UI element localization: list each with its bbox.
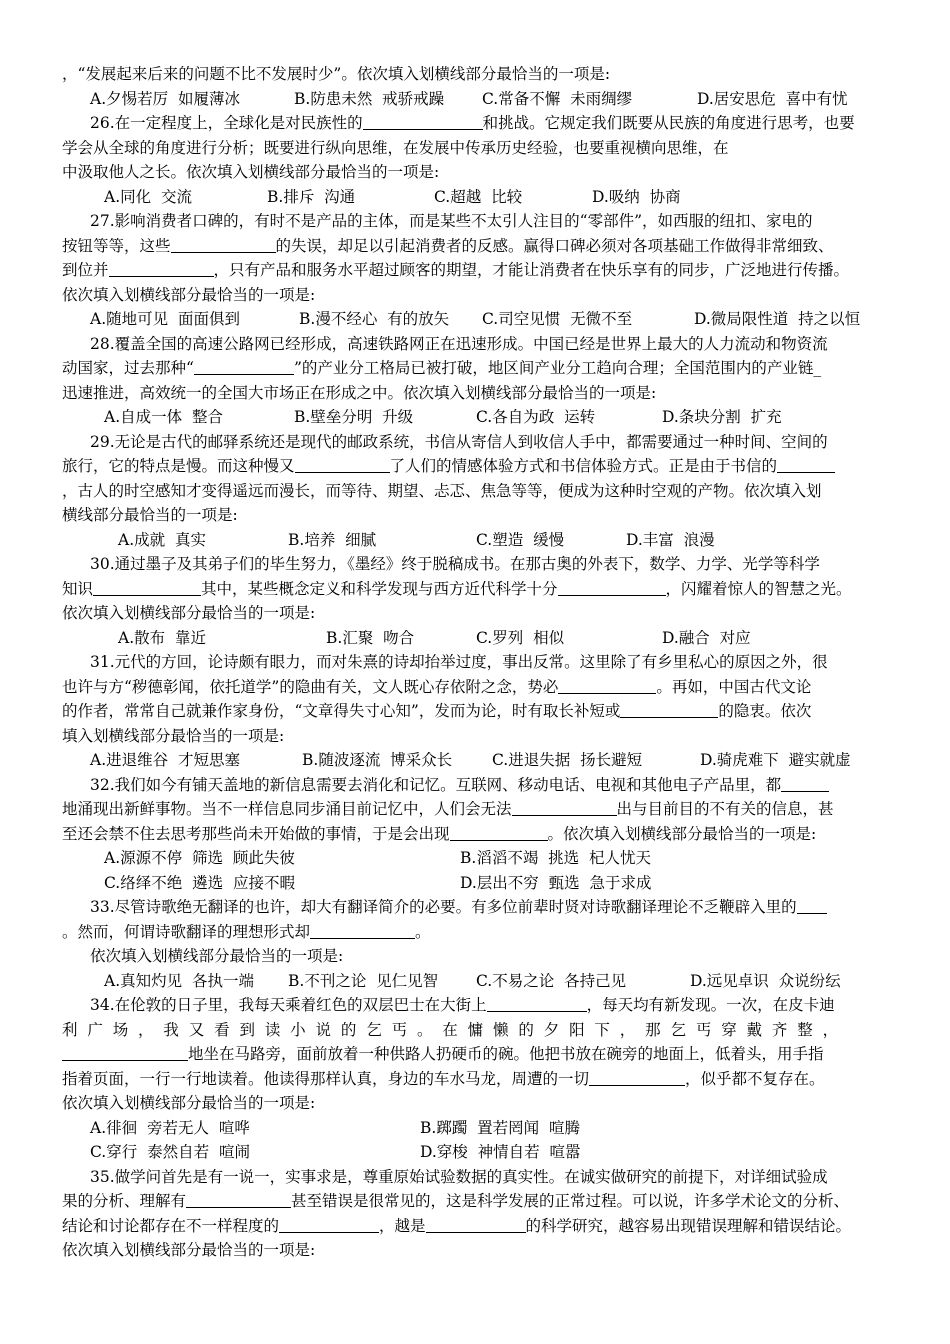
fill-in-blank: [512, 799, 617, 816]
options-row: [62, 748, 892, 773]
line-text: 也许与方“秽德彰闻，依托道学”的隐曲有关，文人既心存依附之念，势必: [62, 677, 559, 696]
line-text: 和挑战。它规定我们既要从民族的角度进行思考，也要: [482, 114, 855, 132]
answer-option[interactable]: C.进退失据 扬长避短: [492, 751, 643, 769]
text-line: [62, 332, 892, 357]
line-text: 。: [415, 922, 431, 941]
fill-in-blank: [777, 456, 835, 473]
line-text: 依次填入划横线部分最恰当的一项是:: [62, 1241, 316, 1259]
text-line: [62, 797, 892, 822]
options-row: [62, 405, 892, 430]
line-text: 31.元代的方回，论诗颇有眼力，而对朱熹的诗却抬举过度，事出反常。这里除了有乡里私心的原因之外，很: [90, 653, 828, 671]
answer-option[interactable]: C.穿行 泰然自若 喧闹: [90, 1143, 250, 1161]
line-text: 依次填入划横线部分最恰当的一项是:: [62, 604, 316, 622]
fill-in-blank: [93, 579, 201, 596]
answer-option[interactable]: A.同化 交流: [104, 187, 192, 206]
text-line: [62, 552, 892, 577]
line-text: 33.尽管诗歌绝无翻译的也许，却大有翻译简介的必要。有多位前辈时贤对诗歌翻译理论不乏鞭辟入里的: [90, 898, 797, 916]
text-line: [62, 920, 892, 945]
line-text: 横线部分最恰当的一项是:: [62, 506, 238, 524]
answer-option[interactable]: D.远见卓识 众说纷纭: [690, 971, 841, 990]
options-row: [62, 87, 892, 112]
text-line: [62, 136, 892, 161]
answer-option[interactable]: B.壁垒分明 升级: [294, 408, 414, 426]
line-text: 填入划横线部分最恰当的一项是:: [62, 726, 285, 745]
options-row: [62, 846, 892, 871]
line-text: ，闪耀着惊人的智慧之光。: [665, 579, 852, 598]
answer-option[interactable]: C.超越 比较: [434, 187, 523, 206]
line-text: 的失误，却足以引起消费者的反感。赢得口碑必须对各项基础工作做得非常细致、: [275, 236, 834, 255]
text-line: [62, 283, 892, 308]
text-line: [62, 258, 892, 283]
options-row: [62, 1140, 892, 1165]
line-text: 指着页面，一行一行地读着。他读得那样认真，身边的车水马龙，周遭的一切: [62, 1069, 590, 1088]
options-row: [62, 185, 892, 210]
fill-in-blank: [295, 456, 390, 473]
text-line: [62, 356, 892, 381]
line-text: ，每天均有新发现。一次，在皮卡迪: [586, 996, 835, 1014]
answer-option[interactable]: A.源源不停 筛选 顾此失彼: [104, 849, 295, 867]
line-text: 结论和讨论都存在不一样程度的: [62, 1216, 280, 1235]
fill-in-blank: [186, 1191, 291, 1208]
line-text: 34.在伦敦的日子里，我每天乘着红色的双层巴士在大街上: [90, 996, 487, 1014]
text-line: [62, 503, 892, 528]
fill-in-blank: [558, 579, 666, 596]
line-text: 29.无论是古代的邮驿系统还是现代的邮政系统，书信从寄信人到收信人手中，都需要通过一种时间、空间的: [90, 432, 828, 451]
answer-option[interactable]: A.自成一体 整合: [104, 408, 223, 426]
line-text: ”的产业分工格局已被打破，地区间产业分工趋向合理；全国范围内的产业链_: [293, 359, 822, 377]
line-text: 26.在一定程度上，全球化是对民族性的: [90, 114, 363, 132]
line-text: 至还会禁不住去思考那些尚未开始做的事情，于是会出现: [62, 824, 450, 843]
text-line: [62, 381, 892, 406]
line-text: 的隐衷。依次: [718, 702, 812, 720]
fill-in-blank: [109, 260, 214, 277]
fill-in-blank: [62, 1044, 188, 1061]
text-line: [62, 1091, 892, 1116]
line-text: 出与目前目的不有关的信息，甚: [616, 800, 834, 818]
line-text: ，“发展起来后来的问题不比不发展时少”。依次填入划横线部分最恰当的一项是:: [62, 65, 611, 83]
fill-in-blank: [450, 824, 548, 841]
line-text: ，古人的时空感知才变得遥远而漫长，而等待、期望、忐忑、焦急等等，便成为这种时空观的产物。依次填入划: [62, 481, 822, 500]
answer-option[interactable]: C.塑造 缓慢: [476, 530, 565, 549]
exam-page: [62, 62, 892, 1263]
text-line: [62, 944, 892, 969]
line-text: 的作者，常常自己就兼作家身份，“文章得失寸心知”，发而为论，时有取长补短或: [62, 702, 621, 720]
answer-option[interactable]: A.真知灼见 各执一端: [104, 971, 254, 990]
fill-in-blank: [589, 1069, 685, 1086]
line-text: 甚至错误是很常见的，这是科学发展的正常过程。可以说，许多学术论文的分析、: [291, 1192, 850, 1210]
options-row: [62, 1116, 892, 1141]
fill-in-blank: [558, 677, 656, 694]
text-line: [62, 430, 892, 455]
answer-option[interactable]: C.不易之论 各持己见: [476, 971, 627, 990]
text-line: [62, 1018, 892, 1043]
answer-option[interactable]: A.进退维谷 才短思塞: [90, 751, 240, 769]
line-text: 。依次填入划横线部分最恰当的一项是:: [547, 824, 817, 843]
text-line: [62, 1165, 892, 1190]
text-line: [62, 699, 892, 724]
answer-option[interactable]: C.各自为政 运转: [476, 408, 596, 426]
line-text: ，越是: [379, 1216, 426, 1235]
line-text: 迅速推进，高效统一的全国大市场正在形成之中。依次填入划横线部分最恰当的一项是:: [62, 383, 657, 402]
answer-option[interactable]: B.漫不经心 有的放矢: [299, 310, 450, 328]
line-text: 。再如，中国古代文论: [656, 677, 812, 696]
answer-option[interactable]: B.随波逐流 博采众长: [302, 751, 453, 769]
fill-in-blank: [620, 701, 718, 718]
options-row: [62, 307, 892, 332]
answer-option[interactable]: B.排斥 沟通: [267, 187, 356, 206]
answer-option[interactable]: D.居安思危 喜中有忧: [697, 89, 848, 108]
line-text: 地涌现出新鲜事物。当不一样信息同步涌目前记忆中，人们会无法: [62, 800, 512, 818]
line-text: 利 广 场 ， 我 又 看 到 读 小 说 的 乞 丐 。 在 慵 懒 的 夕 阳 下 ， 那 乞 丐 穿 戴 齐 整 ，: [62, 1020, 839, 1039]
answer-option[interactable]: D.穿梭 神情自若 喧嚣: [420, 1143, 581, 1161]
options-row: [62, 528, 892, 553]
options-row: [62, 871, 892, 896]
answer-option[interactable]: B.滔滔不竭 挑选 杞人忧天: [460, 849, 652, 867]
fill-in-blank: [363, 113, 483, 130]
options-row: [62, 969, 892, 994]
fill-in-blank: [194, 358, 294, 375]
answer-option[interactable]: D.条块分割 扩充: [662, 408, 782, 426]
text-line: [62, 675, 892, 700]
line-text: 地坐在马路旁，面前放着一种供路人扔硬币的碗。他把书放在碗旁的地面上，低着头，用手指: [188, 1045, 824, 1063]
fill-in-blank: [781, 775, 829, 792]
line-text: 中汲取他人之长。依次填入划横线部分最恰当的一项是:: [62, 163, 440, 181]
text-line: [62, 62, 892, 87]
text-line: [62, 895, 892, 920]
answer-option[interactable]: A.随地可见 面面俱到: [90, 310, 240, 328]
answer-option[interactable]: D.融合 对应: [662, 628, 751, 647]
fill-in-blank: [426, 1216, 526, 1233]
text-line: [62, 1238, 892, 1263]
line-text: 其中，某些概念定义和科学发现与西方近代科学十分: [201, 579, 558, 598]
text-line: [62, 111, 892, 136]
line-text: 了人们的情感体验方式和书信体验方式。正是由于书信的: [389, 457, 778, 475]
answer-option[interactable]: B.不刊之论 见仁见智: [288, 971, 439, 990]
text-line: [62, 454, 892, 479]
line-text: 28.覆盖全国的高速公路网已经形成，高速铁路网正在迅速形成。中国已经是世界上最大的人力流动和物资流: [90, 334, 828, 353]
line-text: 依次填入划横线部分最恰当的一项是:: [62, 285, 316, 304]
fill-in-blank: [797, 897, 827, 914]
line-text: 按钮等等，这些: [62, 236, 171, 255]
fill-in-blank: [171, 236, 276, 253]
text-line: [62, 577, 892, 602]
answer-option[interactable]: D.层出不穷 甄选 急于求成: [460, 873, 652, 892]
answer-option[interactable]: B.防患未然 戒骄戒躁: [294, 89, 445, 108]
line-text: 依次填入划横线部分最恰当的一项是:: [90, 947, 344, 965]
answer-option[interactable]: C.常备不懈 未雨绸缪: [482, 89, 633, 108]
text-line: [62, 1189, 892, 1214]
text-line: [62, 993, 892, 1018]
answer-option[interactable]: C.罗列 相似: [476, 628, 565, 647]
fill-in-blank: [279, 1216, 379, 1233]
options-row: [62, 626, 892, 651]
text-line: [62, 1067, 892, 1092]
fill-in-blank: [487, 995, 587, 1012]
text-line: [62, 1214, 892, 1239]
answer-option[interactable]: A.夕惕若厉 如履薄冰: [90, 89, 240, 108]
line-text: ，只有产品和服务水平超过顾客的期望，才能让消费者在快乐享有的同步，广泛地进行传播。: [213, 261, 850, 279]
line-text: 到位并: [62, 261, 109, 279]
answer-option[interactable]: B.培养 细腻: [288, 530, 377, 549]
line-text: 27.影响消费者口碑的，有时不是产品的主体，而是某些不太引人注目的“零部件”，如西服的纽扣、家电的: [90, 212, 813, 230]
text-line: [62, 822, 892, 847]
line-text: 旅行，它的特点是慢。而这种慢又: [62, 457, 295, 475]
line-text: ，似乎都不复存在。: [685, 1069, 825, 1088]
text-line: [62, 773, 892, 798]
line-text: 果的分析、理解有: [62, 1192, 187, 1210]
answer-option[interactable]: D.微局限性道 持之以恒: [694, 310, 861, 328]
answer-option[interactable]: C.司空见惯 无微不至: [482, 310, 633, 328]
line-text: 的科学研究，越容易出现错误理解和错误结论。: [525, 1216, 852, 1235]
line-text: 学会从全球的角度进行分析；既要进行纵向思维，在发展中传承历史经验，也要重视横向思维，在: [62, 138, 729, 157]
answer-option[interactable]: D.吸纳 协商: [592, 187, 681, 206]
text-line: [62, 650, 892, 675]
text-line: [62, 724, 892, 749]
answer-option[interactable]: A.散布 靠近: [118, 628, 206, 647]
line-text: 依次填入划横线部分最恰当的一项是:: [62, 1094, 316, 1112]
text-line: [62, 601, 892, 626]
line-text: 。然而，何谓诗歌翻译的理想形式却: [62, 922, 311, 941]
answer-option[interactable]: D.骑虎难下 避实就虚: [700, 751, 851, 769]
answer-option[interactable]: A.成就 真实: [118, 530, 206, 549]
line-text: 30.通过墨子及其弟子们的毕生努力，《墨经》终于脱稿成书。在那古奥的外表下，数学、力学、光学等科学: [90, 555, 820, 573]
text-line: [62, 234, 892, 259]
answer-option[interactable]: B.汇聚 吻合: [326, 628, 415, 647]
fill-in-blank: [310, 922, 415, 939]
text-line: [62, 209, 892, 234]
answer-option[interactable]: D.丰富 浪漫: [626, 530, 715, 549]
text-line: [62, 479, 892, 504]
answer-option[interactable]: C.络绎不绝 遴选 应接不暇: [104, 873, 295, 892]
line-text: 知识: [62, 579, 94, 598]
line-text: 32.我们如今有铺天盖地的新信息需要去消化和记忆。互联网、移动电话、电视和其他电子产品里，都: [90, 775, 782, 794]
line-text: 35.做学问首先是有一说一，实事求是，尊重原始试验数据的真实性。在诚实做研究的前提下，对详细试验成: [90, 1167, 828, 1186]
line-text: 动国家，过去那种“: [62, 359, 194, 377]
text-line: [62, 1042, 892, 1067]
answer-option[interactable]: A.徘徊 旁若无人 喧哗: [90, 1118, 250, 1137]
text-line: [62, 160, 892, 185]
answer-option[interactable]: B.踯躅 置若罔闻 喧腾: [420, 1118, 581, 1137]
